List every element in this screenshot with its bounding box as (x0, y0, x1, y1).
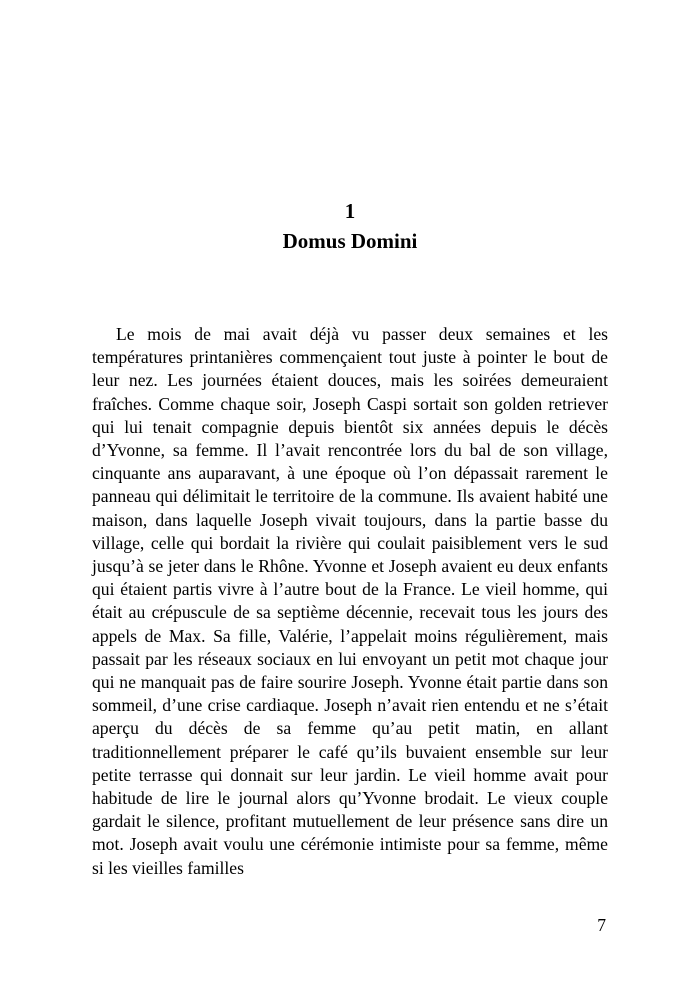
body-paragraph: Le mois de mai avait déjà vu passer deux semaines et les températures printanières commençaient tout juste à pointer le bout de leur nez. Les journées étaient douces, mais les soirées demeuraient fraîches. Comme chaque soir, Joseph Caspi sortait son golden retriever qui lui tenait compagnie depuis bientôt six années depuis le décès d’Yvonne, sa femme. Il l’avait rencontrée lors du bal de son village, cinquante ans auparavant, à une époque où l’on dépassait rarement le panneau qui délimitait le territoire de la commune. Ils avaient habité une maison, dans laquelle Joseph vivait toujours, dans la partie basse du village, celle qui bordait la rivière qui coulait paisiblement vers le sud jusqu’à se jeter dans le Rhône. Yvonne et Joseph avaient eu deux enfants qui étaient partis vivre à l’autre bout de la France. Le vieil homme, qui était au crépuscule de sa septième décennie, recevait tous les jours des appels de Max. Sa fille, Valérie, l’appelait moins régulièrement, mais passait par les réseaux sociaux en lui envoyant un petit mot chaque jour qui ne manquait pas de faire sourire Joseph. Yvonne était partie dans son sommeil, d’une crise cardiaque. Joseph n’avait rien entendu et ne s’était aperçu du décès de sa femme qu’au petit matin, en allant traditionnellement préparer le café qu’ils buvaient ensemble sur leur petite terrasse qui donnait sur leur jardin. Le vieil homme avait pour habitude de lire le journal alors qu’Yvonne brodait. Le vieux couple gardait le silence, profitant mutuellement de leur présence sans dire un mot. Joseph avait voulu une cérémonie intimiste pour sa femme, même si les vieilles familles (92, 324, 608, 878)
chapter-title: Domus Domini (282, 229, 418, 253)
chapter-number: 1 (344, 199, 356, 223)
page-number: 7 (597, 915, 606, 935)
